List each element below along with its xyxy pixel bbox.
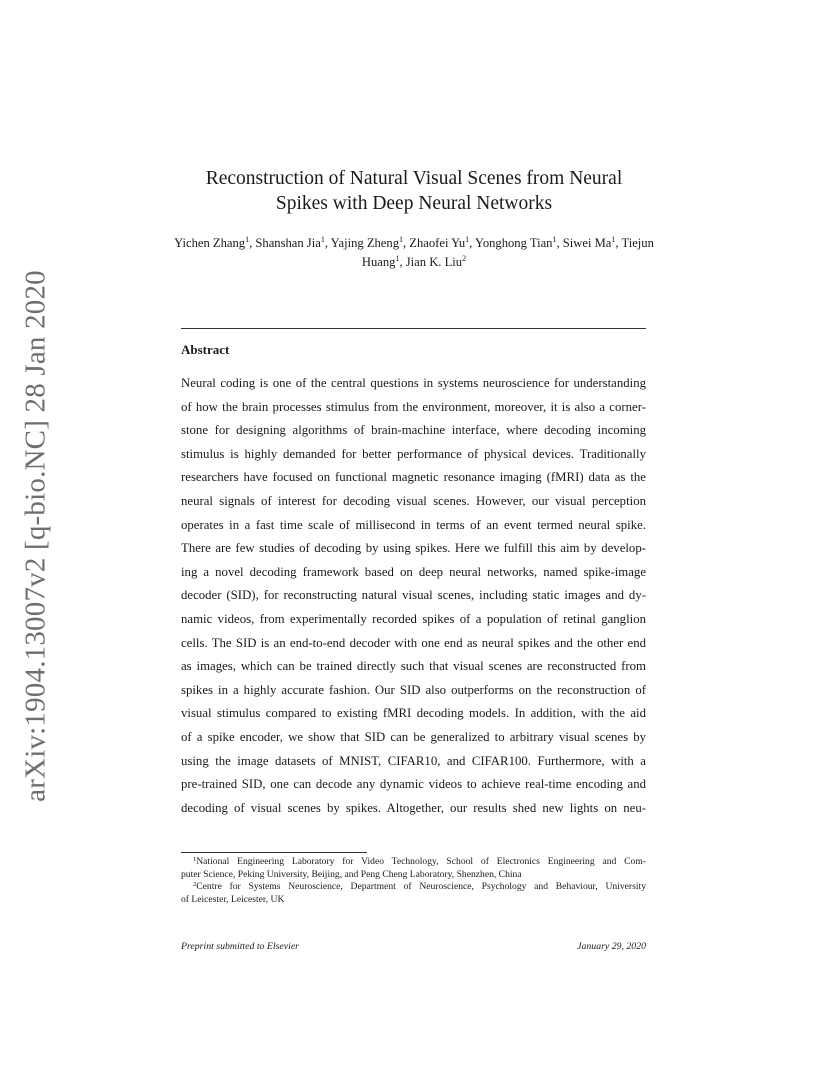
footnote-2: $^2$Centre for Systems Neuroscience, Department of Neuroscience, Psychology and Behaviour, University	[193, 881, 646, 892]
paper-title-line-1: Reconstruction of Natural Visual Scenes from Neural	[205, 168, 623, 189]
paper-title-line-2: Spikes with Deep Neural Networks	[275, 193, 553, 214]
abstract-line: using the image datasets of MNIST, CIFAR10, and CIFAR100. Furthermore, with a	[181, 753, 646, 768]
footnote-mark: 1	[193, 856, 197, 863]
affiliation-mark: 1	[552, 235, 557, 244]
abstract-heading: Abstract	[181, 342, 230, 357]
abstract-line: There are few studies of decoding by using spikes. Here we fulfill this aim by develop-	[181, 541, 646, 556]
footnotes	[181, 856, 646, 906]
title-divider	[181, 328, 646, 329]
footnote-mark: 2	[193, 881, 197, 888]
footer-date: January 29, 2020	[577, 941, 646, 952]
paper-title	[150, 166, 678, 216]
author: Zhaofei Yu$^1$,	[409, 235, 475, 250]
author: Jian K. Liu$^2$	[405, 254, 467, 269]
abstract-line: pre-trained SID, one can decode any dynamic videos to achieve real-time encoding and	[181, 777, 646, 792]
author: Yichen Zhang$^1$,	[174, 235, 256, 250]
abstract-line: operates in a fast time scale of millisecond in terms of an event termed neural spike.	[181, 517, 646, 532]
abstract-line: Neural coding is one of the central questions in systems neuroscience for understanding	[181, 376, 646, 390]
author-list	[170, 234, 658, 272]
author: Yajing Zheng$^1$,	[330, 235, 410, 250]
footnote-divider	[181, 852, 367, 853]
footnote-1: $^1$National Engineering Laboratory for Video Technology, School of Electronics Engineering and Com-	[193, 856, 646, 867]
abstract-line: visual stimulus compared to existing fMRI decoding models. In addition, with the aid	[181, 706, 646, 721]
abstract-line: stone for designing algorithms of brain-machine interface, where decoding incoming	[181, 423, 646, 438]
affiliation-mark: 1	[611, 235, 616, 244]
affiliation-mark: 2	[462, 254, 467, 263]
affiliation-mark: 1	[245, 235, 250, 244]
author: Siwei Ma$^1$,	[562, 235, 622, 250]
abstract-line: of how the brain processes stimulus from the environment, moreover, it is also a corner-	[181, 399, 646, 414]
abstract-line: stimulus is highly demanded for better performance of physical devices. Traditionally	[181, 446, 646, 461]
arxiv-identifier-stamp: arXiv:1904.13007v2 [q-bio.NC] 28 Jan 2020	[19, 270, 52, 802]
affiliation-mark: 1	[399, 235, 403, 244]
abstract-line: cells. The SID is an end-to-end decoder with one end as neural spikes and the other end	[181, 635, 646, 650]
author: Shanshan Jia$^1$,	[255, 235, 331, 250]
abstract-line: decoder (SID), for reconstructing natural visual scenes, including static images and dy-	[181, 588, 646, 603]
abstract-line: decoding of visual scenes by spikes. Altogether, our results shed new lights on neu-	[181, 800, 646, 815]
affiliation-mark: 1	[465, 235, 470, 244]
abstract-body	[181, 374, 646, 822]
footnote-1-continued: puter Science, Peking University, Beijing, and Peng Cheng Laboratory, Shenzhen, China	[181, 868, 522, 880]
abstract-line: neural signals of interest for decoding visual scenes. However, our visual perception	[181, 493, 646, 508]
abstract-line: spikes in a highly accurate fashion. Our SID also outperforms on the reconstruction of	[181, 682, 646, 697]
abstract-line: of a spike encoder, we show that SID can be generalized to arbitrary visual scenes by	[181, 729, 646, 744]
abstract-line: as images, which can be trained directly such that visual scenes are reconstructed from	[181, 659, 646, 674]
author: Yonghong Tian$^1$,	[474, 235, 563, 250]
abstract-line: namic videos, from experimentally recorded spikes of a population of retinal ganglion	[181, 611, 646, 626]
author: Tiejun Huang$^1$,	[361, 236, 654, 269]
abstract-line: ing a novel decoding framework based on deep neural networks, named spike-image	[181, 564, 646, 579]
footnote-2-continued: of Leicester, Leicester, UK	[181, 893, 285, 905]
preprint-notice: Preprint submitted to Elsevier	[181, 941, 299, 952]
abstract-line: researchers have focused on functional magnetic resonance imaging (fMRI) data as the	[181, 470, 646, 485]
affiliation-mark: 1	[395, 254, 400, 263]
affiliation-mark: 1	[320, 235, 325, 244]
